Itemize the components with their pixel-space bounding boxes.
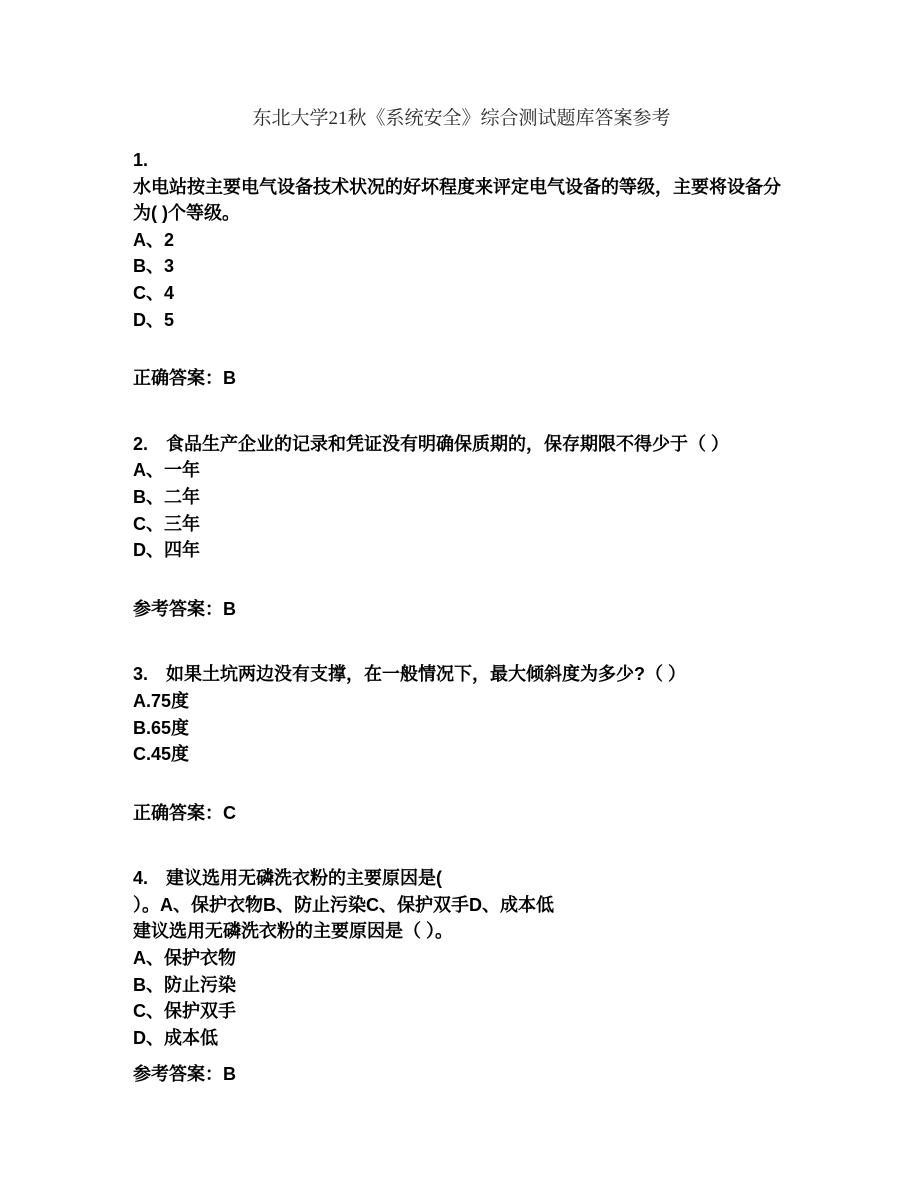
question-1-option-c: C、4 <box>133 282 175 303</box>
question-3-option-c: C.45度 <box>133 744 190 765</box>
question-4-text-line: 建议选用无磷洗衣粉的主要原因是（ ）。 <box>133 921 453 942</box>
question-2-option-b: B、二年 <box>133 486 200 507</box>
question-block-3 <box>133 661 790 826</box>
question-1-option-b: B、3 <box>133 256 175 277</box>
question-1-text-line: 为( )个等级。 <box>133 203 240 224</box>
question-2-option-d: D、四年 <box>133 540 200 561</box>
question-4-option-d: D、成本低 <box>133 1027 218 1048</box>
question-1-option-d: D、5 <box>133 309 175 330</box>
question-block-1 <box>133 147 790 392</box>
question-4-text-line: ）。A、保护衣物B、防止污染C、保护双手D、成本低 <box>133 894 554 915</box>
question-1-number: 1. <box>133 150 149 170</box>
question-block-4 <box>133 865 790 1088</box>
question-3-option-b: B.65度 <box>133 717 190 738</box>
question-4-text-line: 4. 建议选用无磷洗衣粉的主要原因是( <box>133 868 443 889</box>
question-4-answer: 参考答案：B <box>133 1064 236 1085</box>
question-2-answer: 参考答案：B <box>133 598 236 619</box>
document-title: 东北大学21秋《系统安全》综合测试题库答案参考 <box>252 108 671 129</box>
question-2-option-a: A、一年 <box>133 460 200 481</box>
question-1-option-a: A、2 <box>133 229 175 250</box>
question-3-option-a: A.75度 <box>133 690 190 711</box>
question-2-option-c: C、三年 <box>133 513 200 534</box>
question-3-answer: 正确答案：C <box>133 802 236 823</box>
question-4-option-c: C、保护双手 <box>133 1001 236 1022</box>
question-1-text-line: 水电站按主要电气设备技术状况的好坏程度来评定电气设备的等级，主要将设备分 <box>133 176 781 197</box>
question-3-text-line: 3. 如果土坑两边没有支撑，在一般情况下，最大倾斜度为多少?（ ） <box>133 664 687 685</box>
question-block-2 <box>133 431 790 623</box>
question-4-option-b: B、防止污染 <box>133 974 236 995</box>
question-1-answer: 正确答案：B <box>133 368 236 389</box>
question-2-text-line: 2. 食品生产企业的记录和凭证没有明确保质期的，保存期限不得少于（ ） <box>133 433 730 454</box>
question-4-option-a: A、保护衣物 <box>133 948 236 969</box>
